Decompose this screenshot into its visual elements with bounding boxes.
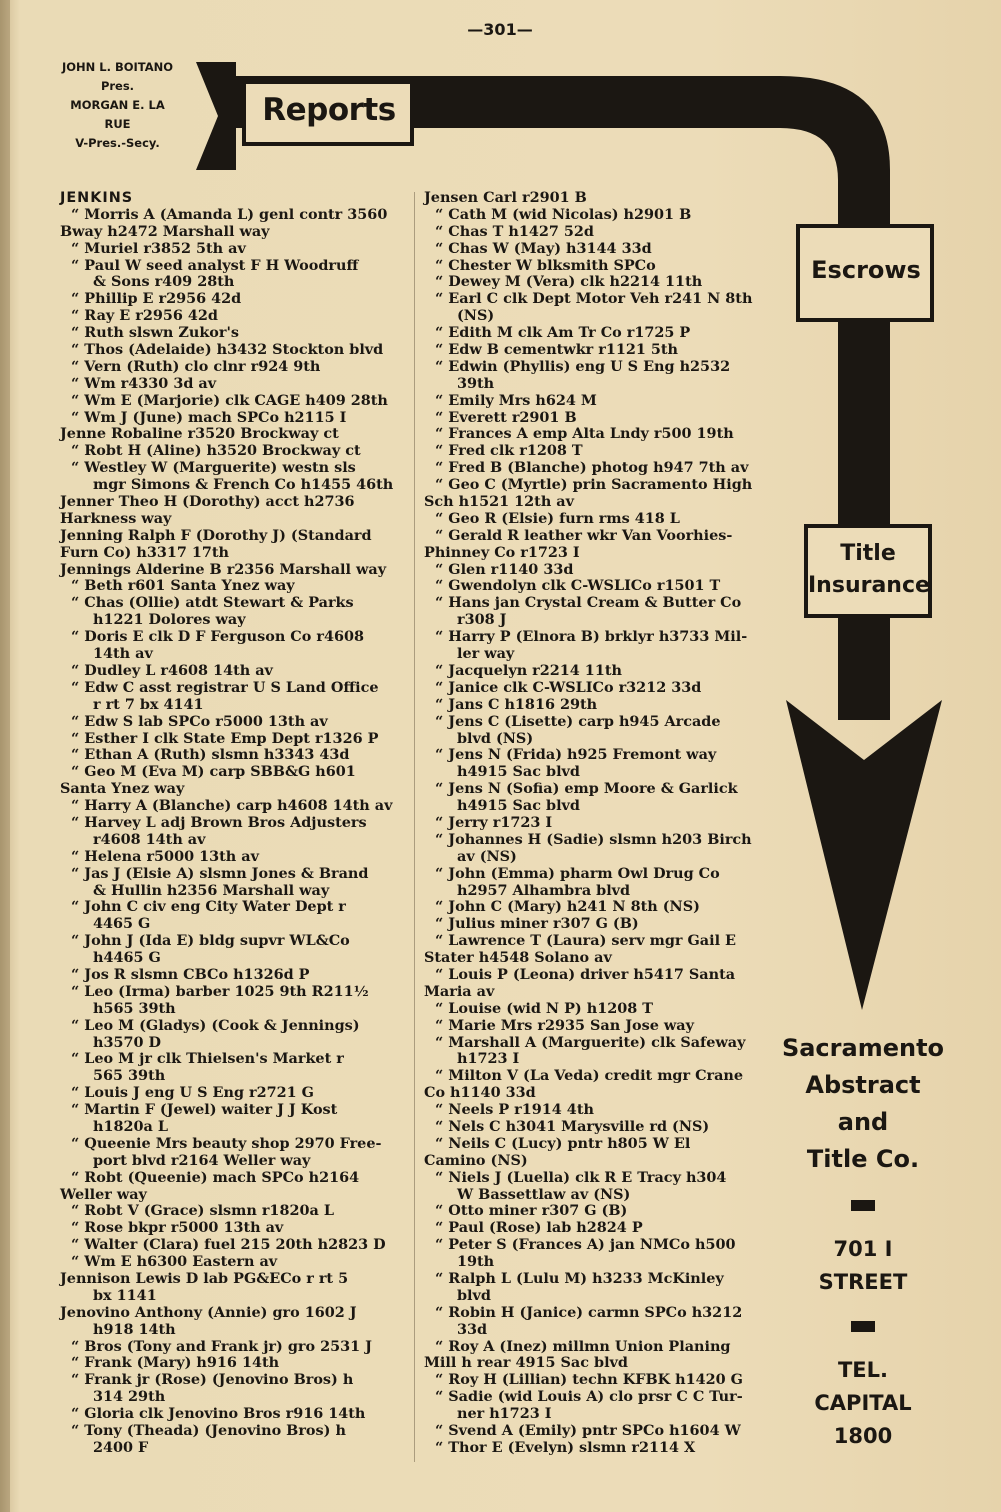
ad-name-line: Title Co. (806, 1145, 920, 1173)
directory-entry-line: “ Hans jan Crystal Cream & Butter Co (435, 594, 742, 612)
directory-entry-line: “ Milton V (La Veda) credit mgr Crane (435, 1067, 744, 1085)
directory-entry-line: Camino (NS) (424, 1151, 528, 1169)
advertisement (772, 1030, 954, 1453)
directory-entry-line: “ Svend A (Emily) pntr SPCo h1604 W (435, 1422, 741, 1440)
directory-entry-line: “ Esther I clk State Emp Dept r1326 P (71, 729, 379, 747)
directory-entry-line: W Bassettlaw av (NS) (457, 1185, 631, 1203)
directory-entry-line: “ Tony (Theada) (Jenovino Bros) h (71, 1422, 346, 1440)
directory-entry-line: Bway h2472 Marshall way (60, 222, 270, 240)
directory-entry-line: “ Robt (Queenie) mach SPCo h2164 (71, 1168, 360, 1186)
directory-entry-line: “ Thos (Adelaide) h3432 Stockton blvd (71, 341, 384, 359)
directory-entry-line: ler way (457, 645, 515, 663)
directory-entry-line: “ Muriel r3852 5th av (71, 239, 246, 257)
directory-entry-line: h4915 Sac blvd (457, 797, 580, 815)
directory-entry-line: “ Geo R (Elsie) furn rms 418 L (435, 509, 680, 527)
directory-entry-line: Phinney Co r1723 I (424, 543, 580, 561)
directory-entry-line: blvd (457, 1286, 491, 1304)
directory-entry-line: “ Phillip E r2956 42d (71, 290, 242, 308)
ad-phone-line: 1800 (833, 1424, 893, 1448)
directory-entry-line: “ Wm E (Marjorie) clk CAGE h409 28th (71, 391, 388, 409)
directory-entry-line: 314 29th (93, 1388, 166, 1406)
ad-name-line: Abstract (805, 1071, 921, 1099)
directory-entry-line: “ Lawrence T (Laura) serv mgr Gail E (435, 932, 737, 950)
directory-entry-line: “ Edw C asst registrar U S Land Office (71, 678, 379, 696)
directory-entry-line: “ Gerald R leather wkr Van Voorhies- (435, 526, 733, 544)
page-number: —301— (467, 20, 533, 39)
directory-entry-line: 2400 F (93, 1438, 149, 1456)
directory-entry-line: “ Cath M (wid Nicolas) h2901 B (435, 205, 692, 223)
directory-entry-line: “ Edw B cementwkr r1121 5th (435, 341, 679, 359)
directory-entry-line: “ Robt V (Grace) slsmn r1820a L (71, 1202, 334, 1220)
directory-entry-line: JENKINS (60, 190, 134, 206)
directory-entry-line: “ Niels J (Luella) clk R E Tracy h304 (435, 1168, 727, 1186)
directory-entry-line: 565 39th (93, 1067, 166, 1085)
directory-entry-line: “ Beth r601 Santa Ynez way (71, 577, 295, 595)
directory-entry-line: “ Harry A (Blanche) carp h4608 14th av (71, 797, 393, 815)
directory-entry-line: “ Frank jr (Rose) (Jenovino Bros) h (71, 1371, 354, 1389)
title-insurance-label: Title Insurance (808, 541, 930, 598)
directory-entry-line: “ Helena r5000 13th av (71, 847, 259, 865)
directory-entry-line: “ Ruth slswn Zukor's (71, 324, 239, 342)
ad-phone-line: TEL. (837, 1358, 889, 1382)
ad-name-line: Sacramento (781, 1034, 945, 1062)
directory-entry-line: “ Queenie Mrs beauty shop 2970 Free- (71, 1134, 382, 1152)
directory-entry-line: “ Fred clk r1208 T (435, 442, 583, 460)
ad-name-line: and (837, 1108, 889, 1136)
directory-entry-line: Jenning Ralph F (Dorothy J) (Standard (60, 526, 372, 544)
ad-divider-bar (851, 1321, 875, 1332)
directory-entry-line: “ Martin F (Jewel) waiter J J Kost (71, 1101, 338, 1119)
directory-entry-line: r rt 7 bx 4141 (93, 695, 204, 713)
directory-entry-line: h1221 Dolores way (93, 611, 246, 629)
directory-entry-line: Co h1140 33d (424, 1084, 536, 1102)
directory-entry-line: “ Vern (Ruth) clo clnr r924 9th (71, 357, 321, 375)
directory-entry-line: “ Robt H (Aline) h3520 Brockway ct (71, 442, 361, 460)
ad-divider-bar (851, 1200, 875, 1211)
directory-entry-line: (NS) (457, 307, 495, 325)
directory-entry-line: “ Chas T h1427 52d (435, 222, 594, 240)
directory-entry-line: h2957 Alhambra blvd (457, 881, 631, 899)
directory-entry-line: “ Harvey L adj Brown Bros Adjusters (71, 813, 367, 831)
directory-entry-line: “ Glen r1140 33d (435, 560, 574, 578)
directory-entry-line: h1723 I (457, 1050, 520, 1068)
directory-entry-line: “ Jens N (Sofia) emp Moore & Garlick (435, 780, 738, 798)
directory-entry-line: “ Emily Mrs h624 M (435, 391, 597, 409)
directory-entry-line: blvd (NS) (457, 729, 534, 747)
directory-entry-line: Jenne Robaline r3520 Brockway ct (60, 425, 339, 443)
directory-entry-line: “ Gloria clk Jenovino Bros r916 14th (71, 1405, 366, 1423)
left-column (60, 190, 410, 1457)
directory-entry-line: “ Roy A (Inez) millmn Union Planing (435, 1337, 731, 1355)
directory-entry-line: h1820a L (93, 1117, 168, 1135)
directory-entry-line: “ Paul (Rose) lab h2824 P (435, 1219, 643, 1237)
directory-entry-line: “ John (Emma) pharm Owl Drug Co (435, 864, 720, 882)
directory-entry-line: r308 J (457, 611, 507, 629)
directory-entry-line: “ Gwendolyn clk C-WSLICo r1501 T (435, 577, 721, 595)
directory-entry-line: “ Nels C h3041 Marysville rd (NS) (435, 1117, 710, 1135)
directory-entry-line: “ Chas (Ollie) atdt Stewart & Parks (71, 594, 354, 612)
officer-title: V-Pres.-Secy. (75, 136, 160, 150)
directory-entry-line: Santa Ynez way (60, 780, 185, 798)
directory-entry-line: & Sons r409 28th (93, 273, 235, 291)
directory-entry-line: “ Morris A (Amanda L) genl contr 3560 (71, 205, 388, 223)
directory-entry-line: h565 39th (93, 999, 176, 1017)
directory-entry-line: “ Jens C (Lisette) carp h945 Arcade (435, 712, 721, 730)
directory-entry-line: h918 14th (93, 1320, 176, 1338)
directory-entry-line: Jenner Theo H (Dorothy) acct h2736 (60, 493, 355, 511)
ribbon-tail (196, 62, 236, 170)
directory-entry-line: “ Chas W (May) h3144 33d (435, 239, 652, 257)
directory-entry-line: “ Johannes H (Sadie) slsmn h203 Birch (435, 830, 752, 848)
directory-entry-line: “ Janice clk C-WSLICo r3212 33d (435, 678, 702, 696)
directory-entry-line: Maria av (424, 982, 495, 1000)
directory-entry-line: “ Jerry r1723 I (435, 813, 553, 831)
directory-entry-line: Jenovino Anthony (Annie) gro 1602 J (60, 1303, 357, 1321)
directory-entry-line: Furn Co) h3317 17th (60, 543, 230, 561)
directory-entry-line: bx 1141 (93, 1286, 157, 1304)
directory-entry-line: 19th (457, 1253, 495, 1271)
directory-entry-line: “ Ralph L (Lulu M) h3233 McKinley (435, 1270, 724, 1287)
directory-entry-line: “ Robin H (Janice) carmn SPCo h3212 (435, 1303, 743, 1321)
directory-entry-line: “ Sadie (wid Louis A) clo prsr C C Tur- (435, 1388, 743, 1406)
directory-entry-line: “ Otto miner r307 G (B) (435, 1202, 628, 1220)
directory-entry-line: “ Jens N (Frida) h925 Fremont way (435, 746, 717, 764)
directory-entry-line: “ Roy H (Lillian) techn KFBK h1420 G (435, 1371, 743, 1389)
directory-entry-line: “ Ray E r2956 42d (71, 307, 218, 325)
directory-entry-line: “ Louis J eng U S Eng r2721 G (71, 1084, 314, 1102)
directory-entry-line: Jennison Lewis D lab PG&ECo r rt 5 (60, 1270, 349, 1287)
reports-label: Reports (262, 92, 396, 128)
directory-entry-line: “ Neels P r1914 4th (435, 1101, 594, 1119)
ad-phone-line: CAPITAL (814, 1391, 912, 1415)
directory-entry-line: “ Earl C clk Dept Motor Veh r241 N 8th (435, 290, 753, 308)
officer-title: Pres. (100, 79, 135, 93)
directory-entry-line: “ Ethan A (Ruth) slsmn h3343 43d (71, 746, 350, 764)
column-divider (414, 192, 415, 1462)
directory-entry-line: “ Wm J (June) mach SPCo h2115 I (71, 408, 347, 426)
directory-entry-line: “ Westley W (Marguerite) westn sls (71, 459, 356, 477)
directory-entry-line: h4465 G (93, 949, 161, 967)
arrow-head (786, 700, 942, 1010)
ad-address-line: 701 I (833, 1237, 893, 1261)
directory-entry-line: Mill h rear 4915 Sac blvd (424, 1354, 628, 1372)
directory-entry-line: “ Harry P (Elnora B) brklyr h3733 Mil- (435, 628, 748, 646)
directory-entry-line: “ Rose bkpr r5000 13th av (71, 1219, 284, 1237)
directory-entry-line: & Hullin h2356 Marshall way (93, 881, 330, 899)
directory-entry-line: “ Leo M (Gladys) (Cook & Jennings) (71, 1016, 360, 1034)
directory-entry-line: “ Doris E clk D F Ferguson Co r4608 (71, 628, 364, 646)
directory-entry-line: “ John J (Ida E) bldg supvr WL&Co (71, 932, 350, 950)
directory-entry-line: “ John C civ eng City Water Dept r (71, 898, 346, 916)
ad-address-line: STREET (818, 1270, 908, 1294)
directory-entry-line: “ Louise (wid N P) h1208 T (435, 999, 653, 1017)
directory-entry-line: 39th (457, 374, 495, 392)
directory-entry-line: “ Neils C (Lucy) pntr h805 W El (435, 1134, 691, 1152)
directory-entry-line: “ Thor E (Evelyn) slsmn r2114 X (435, 1438, 696, 1456)
directory-entry-line: “ Marie Mrs r2935 San Jose way (435, 1016, 694, 1034)
directory-entry-line: “ Walter (Clara) fuel 215 20th h2823 D (71, 1236, 386, 1254)
directory-entry-line: Jensen Carl r2901 B (424, 189, 587, 206)
directory-entry-line: “ Everett r2901 B (435, 408, 577, 426)
directory-entry-line: mgr Simons & French Co h1455 46th (93, 476, 394, 494)
officer-name: MORGAN E. LA RUE (70, 98, 165, 131)
directory-entry-line: Stater h4548 Solano av (424, 949, 612, 967)
directory-entry-line: “ Chester W blksmith SPCo (435, 256, 656, 274)
directory-entry-line: “ Edwin (Phyllis) eng U S Eng h2532 (435, 357, 731, 375)
directory-entry-line: “ Marshall A (Marguerite) clk Safeway (435, 1033, 746, 1051)
directory-entry-line: “ Leo M jr clk Thielsen's Market r (71, 1050, 344, 1068)
directory-entry-line: “ Edw S lab SPCo r5000 13th av (71, 712, 328, 730)
directory-entry-line: “ Jacquelyn r2214 11th (435, 661, 622, 679)
directory-entry-line: “ Leo (Irma) barber 1025 9th R211½ (71, 982, 369, 1000)
directory-entry-line: 33d (457, 1320, 488, 1338)
directory-entry-line: “ Dewey M (Vera) clk h2214 11th (435, 273, 703, 291)
directory-entry-line: “ Jos R slsmn CBCo h1326d P (71, 965, 310, 983)
directory-entry-line: “ Geo M (Eva M) carp SBB&G h601 (71, 763, 356, 781)
directory-entry-line: “ Wm E h6300 Eastern av (71, 1253, 278, 1271)
directory-entry-line: “ Edith M clk Am Tr Co r1725 P (435, 324, 691, 342)
directory-entry-line: “ Wm r4330 3d av (71, 374, 217, 392)
directory-entry-line: h4915 Sac blvd (457, 763, 580, 781)
directory-entry-line: “ John C (Mary) h241 N 8th (NS) (435, 898, 700, 916)
directory-entry-line: 14th av (93, 645, 153, 663)
right-column (424, 190, 774, 1457)
directory-entry-line: ner h1723 I (457, 1405, 552, 1423)
directory-entry-line: “ Bros (Tony and Frank jr) gro 2531 J (71, 1337, 372, 1355)
directory-entry-line: “ Peter S (Frances A) jan NMCo h500 (435, 1236, 736, 1254)
directory-entry-line: Sch h1521 12th av (424, 493, 574, 511)
directory-entry-line: “ Paul W seed analyst F H Woodruff (71, 256, 359, 274)
directory-entry-line: “ Jas J (Elsie A) slsmn Jones & Brand (71, 864, 369, 882)
directory-entry-line: “ Louis P (Leona) driver h5417 Santa (435, 965, 736, 983)
officer-name: JOHN L. BOITANO (61, 60, 174, 74)
directory-entry-line: r4608 14th av (93, 830, 206, 848)
directory-entry-line: Harkness way (60, 509, 172, 527)
escrows-label: Escrows (811, 256, 921, 284)
directory-entry-line: Jennings Alderine B r2356 Marshall way (60, 560, 387, 578)
directory-entry-line: “ Frank (Mary) h916 14th (71, 1354, 280, 1372)
directory-entry-line: port blvd r2164 Weller way (93, 1151, 311, 1169)
directory-entry-line: 4465 G (93, 915, 151, 933)
directory-entry-line: “ Fred B (Blanche) photog h947 7th av (435, 459, 749, 477)
directory-entry-line: “ Frances A emp Alta Lndy r500 19th (435, 425, 734, 443)
directory-entry-line: h3570 D (93, 1033, 162, 1051)
directory-entry-line: av (NS) (457, 847, 517, 865)
directory-entry-line: “ Dudley L r4608 14th av (71, 661, 273, 679)
directory-entry-line: “ Jans C h1816 29th (435, 695, 598, 713)
directory-entry-line: “ Julius miner r307 G (B) (435, 915, 639, 933)
directory-entry-line: “ Geo C (Myrtle) prin Sacramento High (435, 476, 753, 494)
directory-entry-line: Weller way (60, 1185, 147, 1203)
